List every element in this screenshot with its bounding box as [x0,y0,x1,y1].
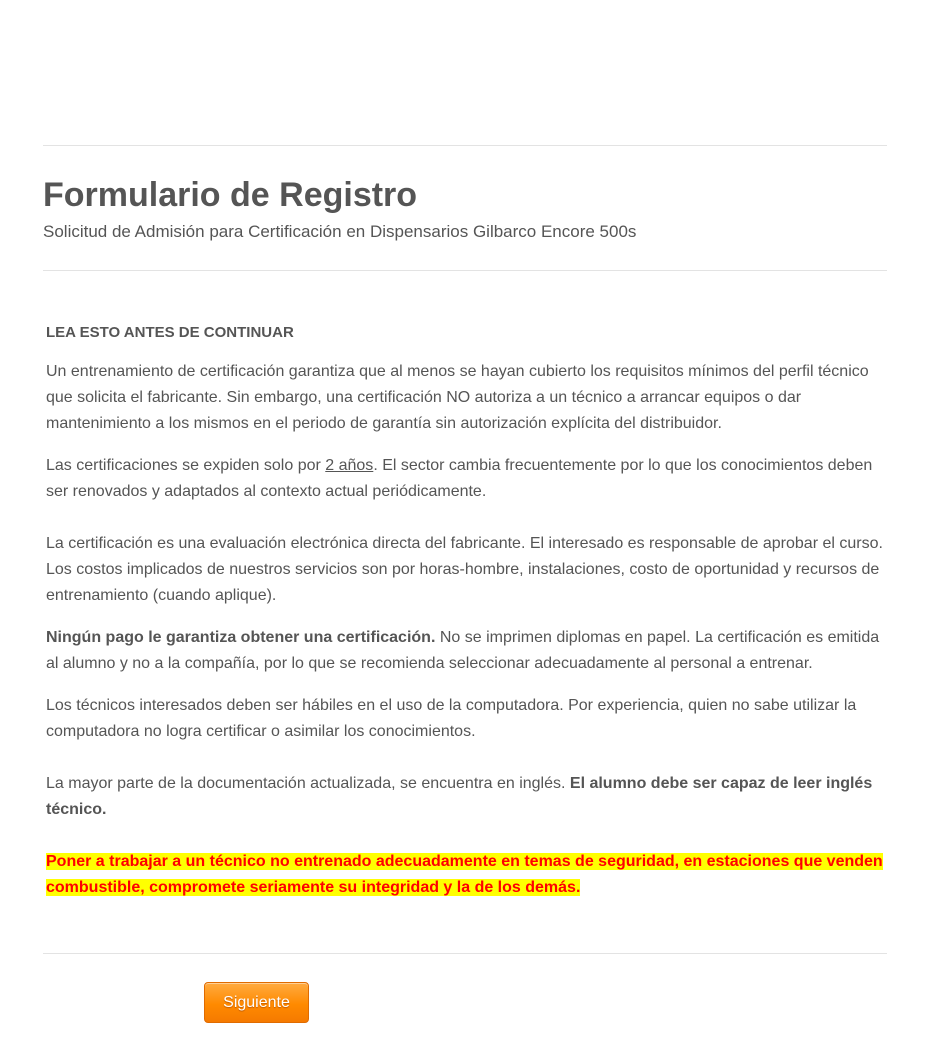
paragraph-expiration [46,453,884,505]
notice-content [43,271,887,953]
payment-disclaimer: Ningún pago le garantiza obtener una certificación. [46,629,436,646]
paragraph-computer-skills: Los técnicos interesados deben ser hábiles en el uso de la computadora. Por experiencia, quien no sabe utilizar la computadora no logra certificar o asimilar los conocimientos. [46,697,857,740]
expiration-period: 2 años [325,457,374,474]
paragraph-payment [46,625,884,677]
notice-heading: LEA ESTO ANTES DE CONTINUAR [46,324,294,341]
paragraph-evaluation: La certificación es una evaluación electrónica directa del fabricante. El interesado es responsable de aprobar el curso. Los costos implicados de nuestros servicios son por horas-hombre, instalaciones, costo de oportunidad y recursos de entrenamiento (cuando aplique). [46,535,883,604]
payment-details: No se imprimen diplomas en papel. La certificación es emitida al alumno y no a la compañía, por lo que se recomienda seleccionar adecuadamente al personal a entrenar. [46,629,880,672]
expiration-text-end: . El sector cambia frecuentemente por lo que los conocimientos deben ser renovados y adaptados al contexto actual periódicamente. [46,457,873,500]
safety-warning: Poner a trabajar a un técnico no entrenado adecuadamente en temas de seguridad, en estaciones que venden combustible, compromete seriamente su integridad y la de los demás. [46,853,883,896]
paragraph-english [46,771,884,823]
page-title: Formulario de Registro [43,176,418,214]
page-subtitle: Solicitud de Admisión para Certificación en Dispensarios Gilbarco Encore 500s [43,222,637,241]
english-note: La mayor parte de la documentación actualizada, se encuentra en inglés. [46,775,570,792]
expiration-text-start: Las certificaciones se expiden solo por [46,457,326,474]
english-requirement: El alumno debe ser capaz de leer inglés técnico. [46,775,873,818]
registration-form [43,0,887,1054]
form-header [43,146,887,270]
paragraph-safety-warning [46,849,884,901]
paragraph-certification-scope: Un entrenamiento de certificación garantiza que al menos se hayan cubierto los requisitos mínimos del perfil técnico que solicita el fabricante. Sin embargo, una certificación NO autoriza a un técnico a arrancar equipos o dar mantenimiento a los mismos en el periodo de garantía sin autorización explícita del distribuidor. [46,363,869,432]
form-footer [43,954,887,1054]
next-button[interactable]: Siguiente [204,982,309,1023]
